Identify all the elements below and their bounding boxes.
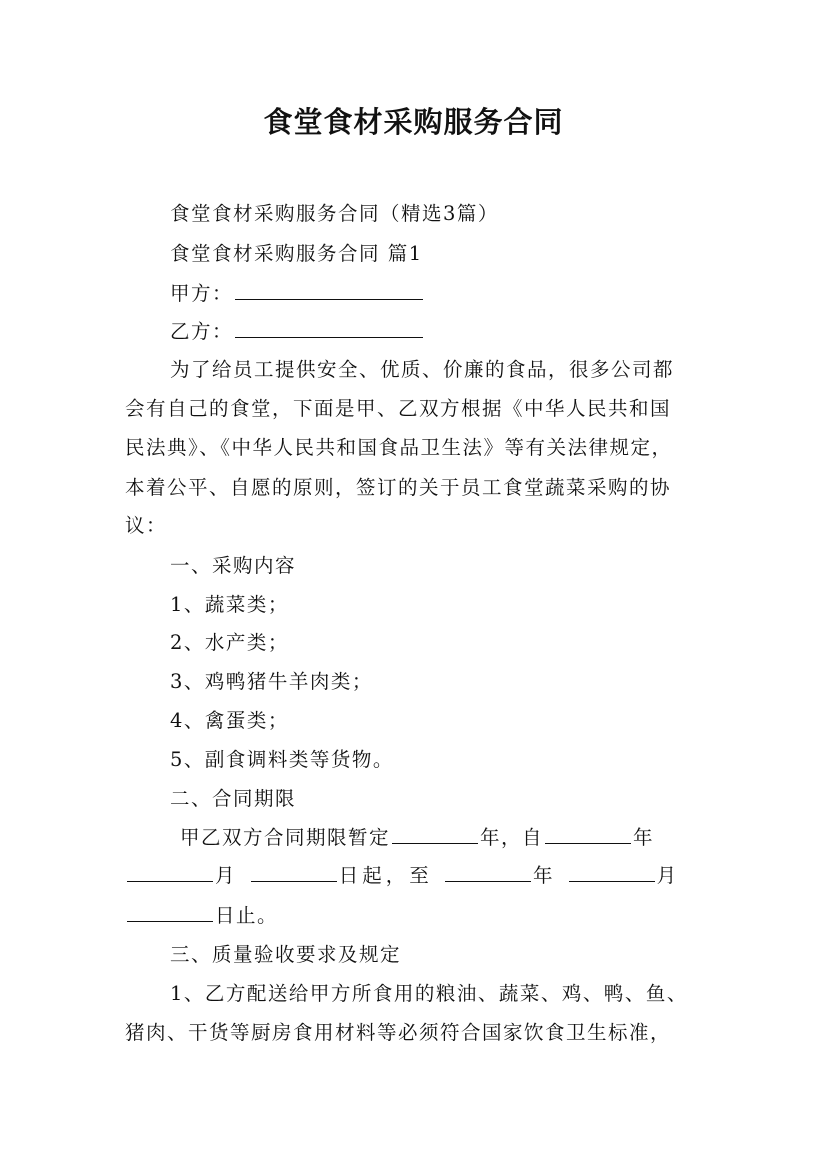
section1-heading: 一、采购内容 <box>170 554 297 577</box>
term-text: 年 <box>633 826 655 849</box>
intro-line: 民法典》、《中华人民共和国食品卫生法》等有关法律规定， <box>125 436 673 459</box>
section3-heading: 三、质量验收要求及规定 <box>170 943 402 966</box>
intro-line: 为了给员工提供安全、优质、价廉的食品，很多公司都 <box>170 358 675 381</box>
term-line-3 <box>125 900 278 928</box>
paragraph-line: 猪肉、干货等厨房食用材料等必须符合国家饮食卫生标准， <box>125 1021 672 1044</box>
list-item: 1、蔬菜类； <box>170 593 289 616</box>
section-heading: 食堂食材采购服务合同 篇1 <box>170 242 423 265</box>
end-day-blank <box>127 903 213 922</box>
term-text: 月 <box>656 864 681 887</box>
party-a-line <box>170 278 425 306</box>
party-a-label: 甲方： <box>170 282 234 305</box>
start-month-blank <box>127 863 213 882</box>
end-year-blank <box>445 863 531 882</box>
list-item: 2、水产类； <box>170 631 289 654</box>
intro-line: 议： <box>125 514 168 537</box>
intro-line: 本着公平、自愿的原则，签订的关于员工食堂蔬菜采购的协 <box>125 476 672 499</box>
party-b-line <box>170 316 425 344</box>
term-text: 甲乙双方合同期限暂定 <box>180 826 391 849</box>
list-item: 3、鸡鸭猪牛羊肉类； <box>170 670 373 693</box>
years-blank <box>392 825 478 844</box>
term-line-2 <box>125 860 680 888</box>
party-a-blank <box>235 281 423 300</box>
term-text: 日起，至 <box>338 864 433 887</box>
intro-line: 会有自己的食堂，下面是甲、乙双方根据《中华人民共和国 <box>125 397 672 420</box>
page-title: 食堂食材采购服务合同 <box>263 105 564 139</box>
party-b-label: 乙方： <box>170 320 234 343</box>
term-text: 月 <box>215 864 239 887</box>
section2-heading: 二、合同期限 <box>170 787 297 810</box>
term-line-1 <box>180 822 654 850</box>
term-text: 年 <box>532 864 557 887</box>
start-year-blank <box>545 825 631 844</box>
paragraph-line: 1、乙方配送给甲方所食用的粮油、蔬菜、鸡、鸭、鱼、 <box>170 982 688 1005</box>
list-item: 4、禽蛋类； <box>170 709 289 732</box>
list-item: 5、副食调料类等货物。 <box>170 748 394 771</box>
subtitle: 食堂食材采购服务合同（精选3篇） <box>170 202 499 225</box>
end-month-blank <box>569 863 655 882</box>
term-text: 日止。 <box>215 904 279 927</box>
start-day-blank <box>251 863 337 882</box>
party-b-blank <box>235 319 423 338</box>
term-text: 年，自 <box>480 826 544 849</box>
